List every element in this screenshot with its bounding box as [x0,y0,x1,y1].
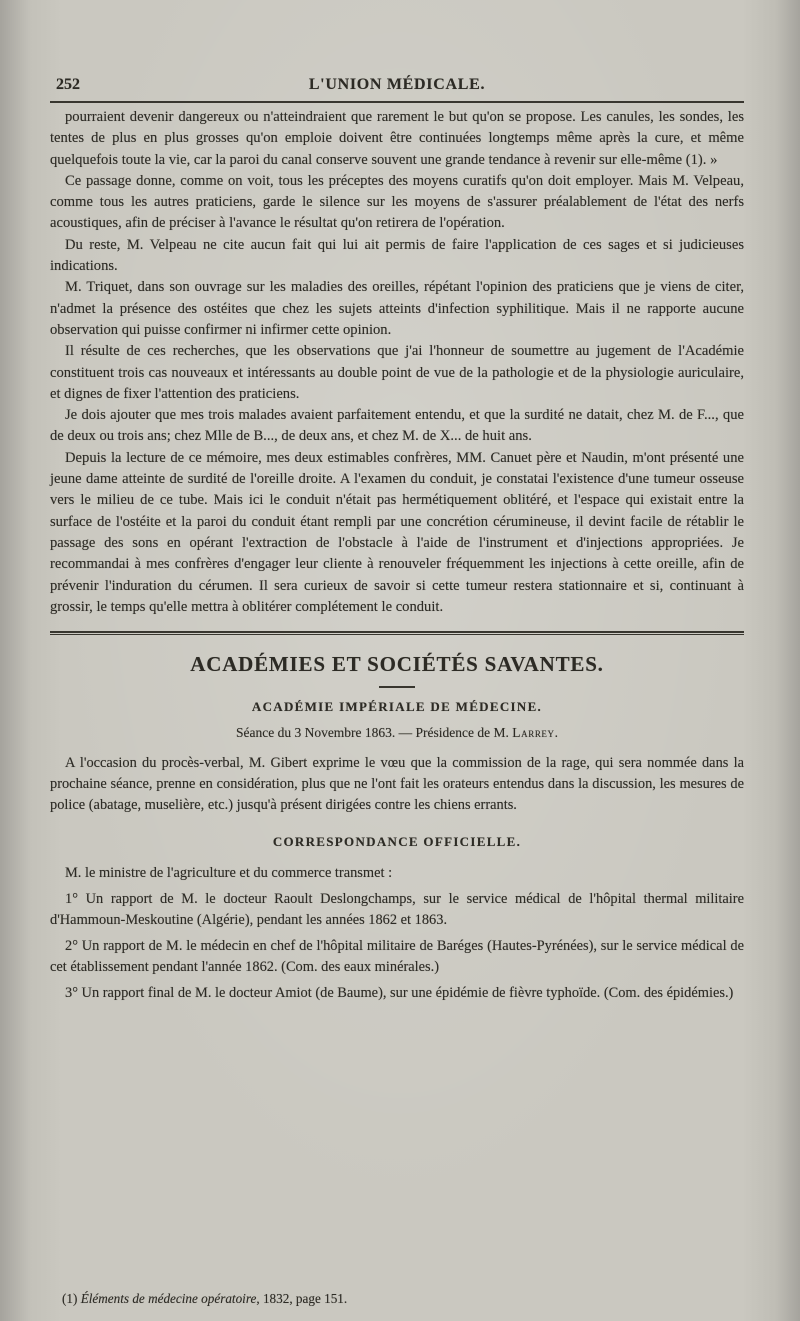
journal-title: L'UNION MÉDICALE. [308,76,486,93]
report-item: 1° Un rapport de M. le docteur Raoult Deslongchamps, sur le service médical de l'hôpital thermal militaire d'Hammoun-Meskoutine (Algérie), pendant les années 1862 et 1863. [50,891,744,929]
report-item: 2° Un rapport de M. le médecin en chef de l'hôpital militaire de Baréges (Hautes-Pyrénées), sur le service médical de cet établissement pendant l'année 1862. (Com. des eaux minérales.) [50,938,744,976]
correspondence-intro: M. le ministre de l'agriculture et du commerce transmet : [65,865,393,882]
article-paragraph: pourraient devenir dangereux ou n'atteindraient que rarement le but qu'on se propose. Les canules, les sondes, les tentes de plus en plus grosses qu'on emploie doivent être continuées longtemps même après la cure, et même quelquefois toute la vie, car la paroi du canal conserve souvent une grande tendance à revenir sur elle-même (1). » [50,109,744,168]
article-paragraph: Du reste, M. Velpeau ne cite aucun fait qui lui ait permis de faire l'application de ces sages et si judicieuses indications. [50,236,744,275]
minutes-paragraph: A l'occasion du procès-verbal, M. Gibert exprime le vœu que la commission de la rage, qui sera nommée dans la prochaine séance, prenne en considération, plus que ne l'ont fait les orateurs entendus dans la discussion, les mesures de police (abatage, muselière, etc.) jusqu'à présent dirigées contre les chiens errants. [50,755,744,814]
article-paragraph: M. Triquet, dans son ouvrage sur les maladies des oreilles, répétant l'opinion des praticiens que je viens de citer, n'admet la présence des ostéites que chez les sujets atteints d'infection syphilitique. Mais il ne rapporte aucune observation qui puisse confirmer ni infirmer cette opinion. [50,279,744,338]
small-divider-rule [379,686,415,688]
session-line [50,725,744,741]
report-item: 3° Un rapport final de M. le docteur Amiot (de Baume), sur une épidémie de fièvre typhoïde. (Com. des épidémies.) [65,985,734,1002]
academy-title: ACADÉMIE IMPÉRIALE DE MÉDECINE. [251,699,543,715]
footnote-marker: (1) [62,1291,81,1306]
article-paragraph: Ce passage donne, comme on voit, tous les préceptes des moyens curatifs qu'on doit employer. Mais M. Velpeau, comme tous les autres praticiens, garde le silence sur les moyens de s'assurer préalablement de l'état des nerfs acoustiques, afin de préciser à l'avance le résultat qu'on retirera de l'opération. [50,172,744,232]
page-header [50,0,744,98]
session-prefix: Séance du 3 Novembre 1863. — Présidence de M. [235,725,513,741]
president-name: Larrey [512,725,555,741]
article-paragraph: Depuis la lecture de ce mémoire, mes deux estimables confrères, MM. Canuet père et Naudin, m'ont présenté une jeune dame atteinte de surdité de l'oreille droite. A l'examen du conduit, je constatai l'existence d'une tumeur osseuse vers le milieu de ce tube. Mais ici le conduit n'était pas hermétiquement oblitéré, et l'espace qui existait entre la surface de l'ostéite et la paroi du conduit étant rempli par une concrétion cérumineuse, il devint facile de rétablir le passage des sons en opérant l'extraction de l'obstacle à l'aide de l'instrument et d'injections appropriées. Je recommandai à mes confrères d'engager leur cliente à renouveler fréquemment les injections à cette oreille, afin de prévenir l'induration du cérumen. Il sera curieux de savoir si cette tumeur restera stationnaire et si, continuant à grossir, le temps qu'elle mettra à oblitérer complétement le conduit. [50,449,744,615]
page-number: 252 [56,76,80,93]
footnote [62,1291,738,1307]
article-paragraph: Je dois ajouter que mes trois malades avaient parfaitement entendu, et que la surdité ne datait, chez M. de F..., que de deux ou trois ans; chez Mlle de B..., de deux ans, et chez M. de X... de huit ans. [50,407,744,445]
article-body [50,107,744,618]
session-suffix: . [554,725,559,741]
article-paragraph: Il résulte de ces recherches, que les observations que j'ai l'honneur de soumettre au jugement de l'Académie constituent trois cas nouveaux et intéressants au double point de vue de la pathologie et de la physiologie auriculaire, et dignes de fixer l'attention des praticiens. [50,343,744,402]
footnote-rest: , 1832, page 151. [256,1291,348,1306]
section-title: ACADÉMIES ET SOCIÉTÉS SAVANTES. [190,652,604,677]
section-divider-rule [50,631,744,635]
header-rule [50,101,744,103]
correspondence-title: CORRESPONDANCE OFFICIELLE. [272,834,522,850]
footnote-book-title: Éléments de médecine opératoire [80,1291,257,1306]
